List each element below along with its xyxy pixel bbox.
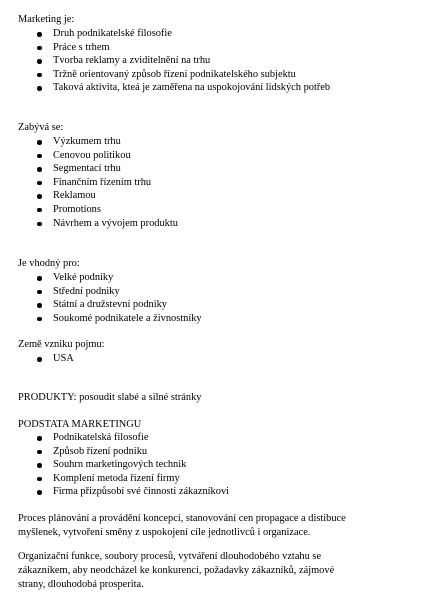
bullet-icon (37, 290, 42, 295)
bullet-icon (37, 222, 42, 227)
bullet-icon (37, 86, 42, 91)
paragraph-organizacni-funkce (18, 550, 418, 593)
paragraph-line: myšlenek, vytvoření směny z uspokojení cíle jednotlivců i organizace. (18, 527, 311, 539)
bullet-icon (37, 46, 42, 51)
bullet-icon (37, 357, 42, 362)
bullet-icon (37, 32, 42, 37)
bullet-icon (37, 463, 42, 468)
bullet-icon (37, 436, 42, 441)
bullet-icon (37, 477, 42, 482)
bullet-icon (37, 154, 42, 159)
bullet-icon (37, 140, 42, 145)
bullet-icon (37, 181, 42, 186)
bullet-icon (37, 317, 42, 322)
bullet-icon (37, 194, 42, 199)
bullet-icon (37, 167, 42, 172)
paragraph-line: Organizační funkce, soubory procesů, vytváření dlouhodobého vztahu se (18, 551, 322, 562)
bullet-icon (37, 490, 42, 495)
section-heading-je-vhodny-pro: Je vhodný pro: (18, 258, 80, 269)
bullet-icon (37, 208, 42, 213)
bullet-icon (37, 450, 42, 455)
bullet-icon (37, 59, 42, 64)
section-heading-podstata-marketingu: PODSTATA MARKETINGU (18, 419, 142, 430)
paragraph-line: strany, dlouhodobá prosperita. (18, 579, 144, 591)
section-heading-zabyva-se: Zabývá se: (18, 122, 64, 133)
bullet-icon (37, 276, 42, 281)
bullet-icon (37, 73, 42, 78)
section-heading-marketing-je: Marketing je: (18, 14, 75, 25)
document-page: Marketing je: Druh podnikatelské filosofie Práce s trhem Tvorba reklamy a zviditelnění na trhu Tržně orientovaný způsob řízení podnikatelského subjektu Taková aktivita, kteá je zaměřena na uspokojování lidských potřeb Zabývá se: Výzkumem trhu Cenovou politikou Segmentací trhu Finančním řízením trhu Reklamou Promotions Návrhem a vývojem produktu Je vhodný pro: Velké podniky Střední podniky Státní a družstevní podniky Soukomé podnikatele a živnostníky Země vzniku pojmu: USA PRODUKTY: posoudit slabé a silné stránky PODSTATA MARKETINGU Podnikatelská filosofie Způsob řízení podniku Souhrn marketingových technik Komplení metoda řízení firmy Firma přizpůsobí své činnosti zákazníkovi Proces plánování a provádění koncepcí, stanovování cen propagace a distibuce myšlenek, vytvoření směny z uspokojení cíle jednotlivců i organizace. Organizační funkce, soubory procesů, vytváření dlouhodobého vztahu se zákazníkem, aby neodcházel ke konkurenci, požadavky zákazníků, zájmové strany, dlouhodobá prosperita. (0, 0, 432, 603)
paragraph-proces (18, 512, 418, 540)
paragraph-line: Proces plánování a provádění koncepcí, stanovování cen propagace a distibuce (18, 513, 346, 524)
section-heading-produkty: PRODUKTY: posoudit slabé a silné stránky (18, 392, 202, 403)
paragraph-line: zákazníkem, aby neodcházel ke konkurenci, požadavky zákazníků, zájmové (18, 565, 335, 577)
bullet-icon (37, 303, 42, 308)
section-heading-zeme-vzniku: Země vzniku pojmu: (18, 339, 105, 350)
